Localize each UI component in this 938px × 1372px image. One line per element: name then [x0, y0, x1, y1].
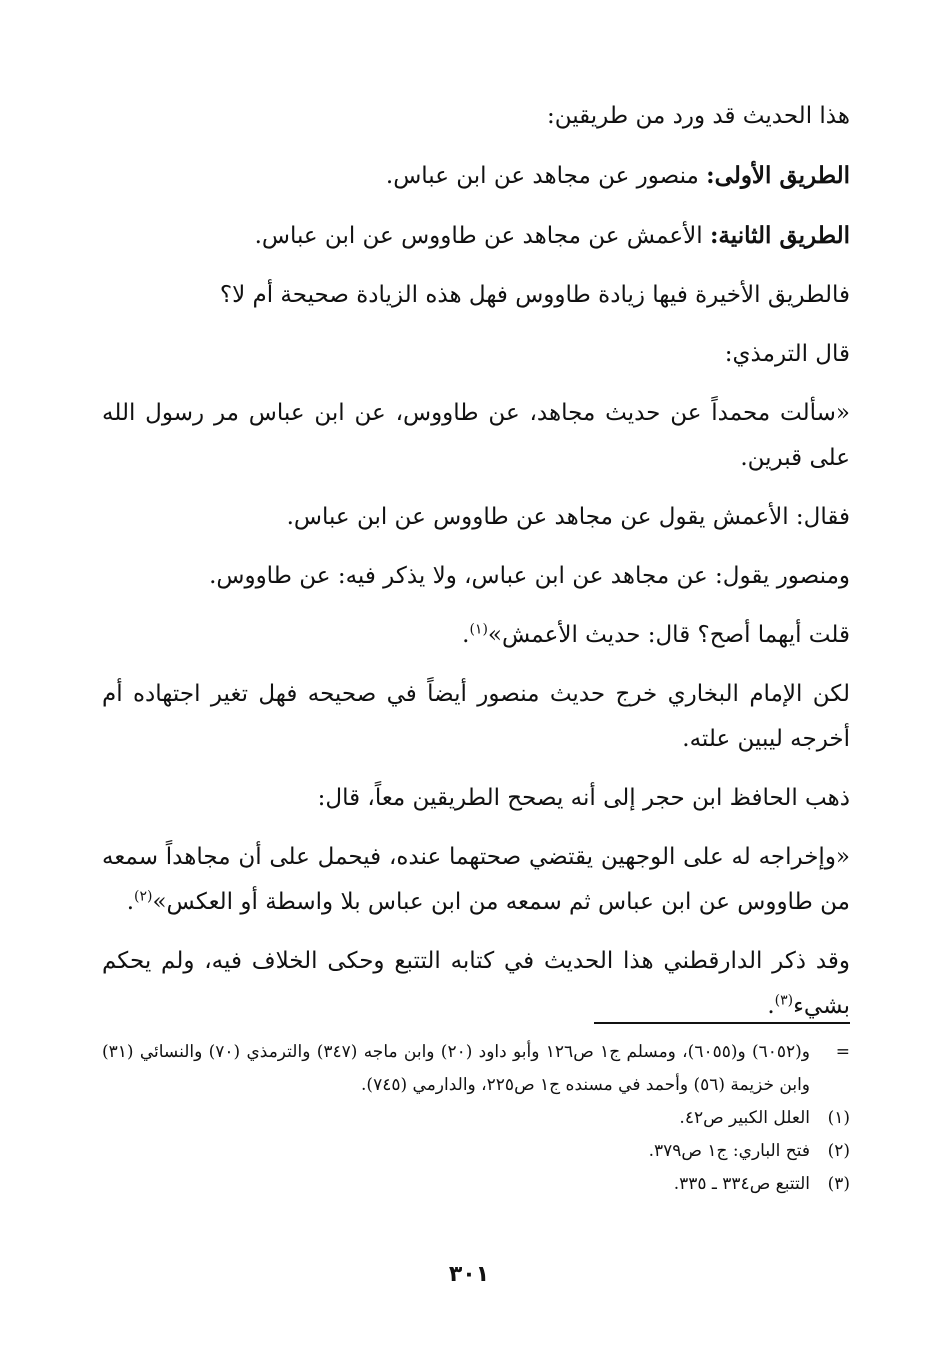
route-heading: الطريق الأولى: — [706, 162, 850, 189]
footnote-mark: (١) — [827, 1108, 850, 1128]
footnote-text: و(٦٠٥٢) و(٦٠٥٥)، ومسلم ج١ ص١٢٦ وأبو داود (٢٠) وابن ماجه (٣٤٧) والترمذي (٧٠) والنسائي (٣١) وابن خزيمة (٥٦) وأحمد في مسنده ج١ ص٢٢٥، والدارمي (٧٤٥). — [102, 1042, 810, 1095]
paragraph-first-route: الطريق الأولى: منصور عن مجاهد عن ابن عباس. — [385, 162, 850, 189]
footnote-text: فتح الباري: ج١ ص٣٧٩. — [648, 1141, 810, 1161]
paragraph-intro: هذا الحديث قد ورد من طريقين: — [546, 103, 850, 129]
paragraph-quote-start: «سألت محمداً عن حديث مجاهد، عن طاووس، عن ابن عباس مر رسول الله على قبرين. — [102, 400, 850, 471]
footnote-separator — [594, 1022, 850, 1024]
footnote-mark: (٣) — [827, 1174, 850, 1194]
footnote-text: التتبع ص٣٣٤ ـ ٣٣٥. — [673, 1174, 810, 1194]
paragraph-ibn-hajar: ذهب الحافظ ابن حجر إلى أنه يصحح الطريقين معاً، قال: — [317, 785, 850, 811]
paragraph-tirmidhi: قال الترمذي: — [724, 341, 850, 367]
footnote-continuation — [102, 1036, 850, 1102]
route-heading: الطريق الثانية: — [709, 222, 850, 249]
footnote-3 — [102, 1168, 850, 1201]
paragraph-mansur: ومنصور يقول: عن مجاهد عن ابن عباس، ولا يذكر فيه: عن طاووس. — [209, 563, 850, 589]
footnote-text: العلل الكبير ص٤٢. — [679, 1108, 810, 1128]
paragraph-second-route: الطريق الثانية: الأعمش عن مجاهد عن طاووس عن ابن عباس. — [254, 222, 850, 249]
paragraph-question: فالطريق الأخيرة فيها زيادة طاووس فهل هذه الزيادة صحيحة أم لا؟ — [219, 282, 850, 308]
footnote-mark: = — [835, 1042, 850, 1062]
footnote-mark: (٢) — [827, 1141, 850, 1161]
paragraph-bukhari: لكن الإمام البخاري خرج حديث منصور أيضاً في صحيحه فهل تغير اجتهاده أم أخرجه ليبين علته. — [102, 681, 850, 752]
footnotes — [102, 1036, 850, 1201]
footnote-ref-1: (١) — [469, 621, 488, 638]
paragraph-ibn-hajar-quote: «وإخراجه له على الوجهين يقتضي صحتهما عنده، فيحمل على أن مجاهداً سمعه من طاووس عن ابن عباس ثم سمعه من ابن عباس بلا واسطة أو العكس»$^{(٢)}$. — [102, 844, 850, 915]
paragraph-daraqutni: وقد ذكر الدارقطني هذا الحديث في كتابه التتبع وحكى الخلاف فيه، ولم يحكم بشيء$^{(٣)}$. — [102, 948, 850, 1019]
footnote-ref-2: (٢) — [134, 888, 153, 905]
paragraph-amash: فقال: الأعمش يقول عن مجاهد عن طاووس عن ابن عباس. — [286, 504, 850, 530]
main-text — [102, 94, 850, 1043]
footnote-1 — [102, 1102, 850, 1135]
footnote-2 — [102, 1135, 850, 1168]
page-number: ٣٠١ — [448, 1262, 490, 1287]
paragraph-which-sound: قلت أيهما أصح؟ قال: حديث الأعمش»$^{(١)}$. — [462, 621, 850, 648]
footnote-ref-3: (٣) — [774, 992, 794, 1009]
